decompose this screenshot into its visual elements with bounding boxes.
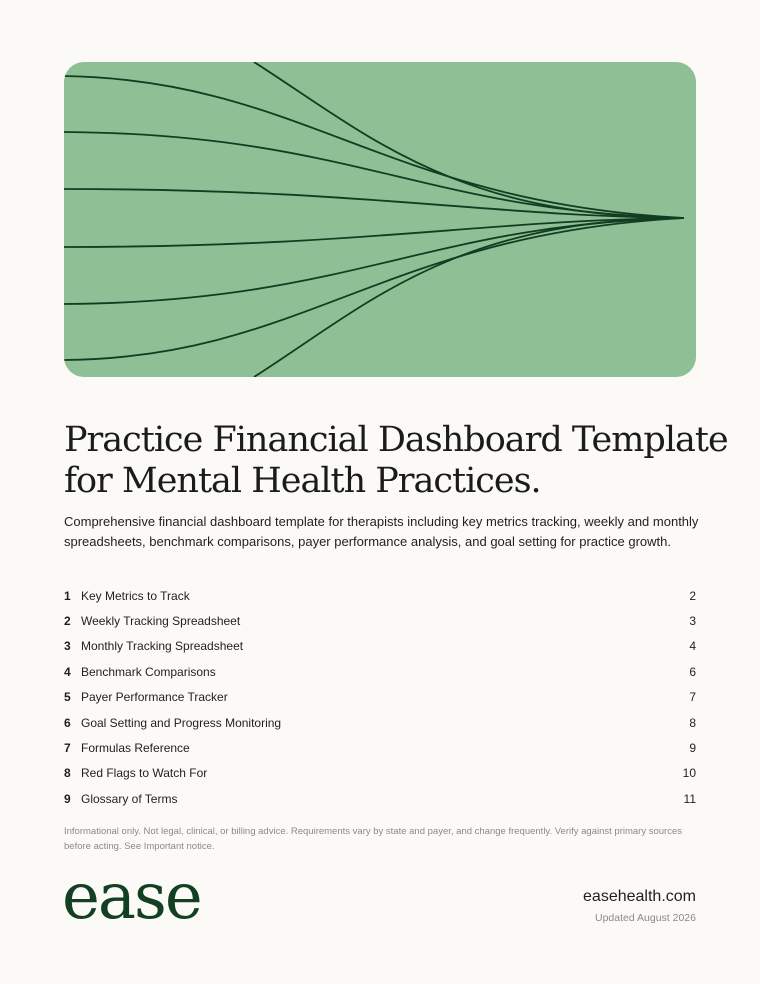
toc-label: Key Metrics to Track — [81, 588, 190, 603]
toc-label: Formulas Reference — [81, 741, 190, 756]
toc-item[interactable] — [64, 608, 696, 633]
toc-number: 9 — [64, 791, 71, 806]
converging-lines — [64, 62, 684, 377]
toc-page: 7 — [689, 690, 696, 705]
toc-item[interactable] — [64, 761, 696, 786]
title-line-2: for Mental Health Practices. — [64, 461, 541, 501]
ease-logo: ease — [62, 860, 201, 934]
website-link[interactable]: easehealth.com — [583, 888, 696, 905]
curve-line — [64, 218, 684, 247]
toc-number: 4 — [64, 664, 71, 679]
curve-line — [64, 218, 684, 360]
toc-item[interactable] — [64, 710, 696, 735]
hero-illustration — [64, 62, 696, 377]
toc-label: Benchmark Comparisons — [81, 664, 216, 679]
curve-line — [64, 189, 684, 218]
disclaimer-text: Informational only. Not legal, clinical, or billing advice. Requirements vary by state and payer, and change frequently. Verify against primary sources before acting. See Important notice. — [64, 826, 682, 852]
curve-line — [64, 218, 684, 304]
toc-page: 2 — [689, 588, 696, 603]
toc-label: Weekly Tracking Spreadsheet — [81, 614, 241, 629]
page-title — [64, 420, 728, 502]
toc-label: Red Flags to Watch For — [81, 766, 208, 781]
toc-label: Payer Performance Tracker — [81, 690, 228, 705]
toc-page: 11 — [683, 791, 696, 806]
toc-number: 5 — [64, 690, 71, 705]
toc-number: 8 — [64, 766, 71, 781]
toc-number: 2 — [64, 614, 71, 629]
toc-page: 6 — [689, 664, 696, 679]
curve-line — [254, 62, 684, 218]
curve-line — [64, 132, 684, 218]
curve-line — [254, 218, 684, 377]
toc-label: Glossary of Terms — [81, 791, 178, 806]
table-of-contents — [64, 583, 696, 812]
updated-date: Updated August 2026 — [594, 912, 696, 924]
toc-page: 9 — [689, 741, 696, 756]
toc-item[interactable] — [64, 583, 696, 608]
toc-number: 3 — [64, 639, 71, 654]
toc-number: 1 — [64, 588, 71, 603]
toc-page: 8 — [689, 715, 696, 730]
toc-label: Monthly Tracking Spreadsheet — [81, 639, 244, 654]
toc-item[interactable] — [64, 634, 696, 659]
document-description: Comprehensive financial dashboard template for therapists including key metrics tracking, weekly and monthly spreadsheets, benchmark comparisons, payer performance analysis, and goal setting for practice growth. — [64, 514, 699, 549]
toc-label: Goal Setting and Progress Monitoring — [81, 715, 282, 730]
converging-lines-graphic — [64, 62, 696, 377]
toc-page: 4 — [689, 639, 696, 654]
toc-page: 10 — [682, 766, 696, 781]
toc-number: 6 — [64, 715, 71, 730]
toc-item[interactable] — [64, 685, 696, 710]
toc-item[interactable] — [64, 659, 696, 684]
toc-item[interactable] — [64, 786, 696, 811]
title-line-1: Practice Financial Dashboard Template — [64, 420, 728, 460]
curve-line — [64, 76, 684, 218]
toc-number: 7 — [64, 741, 71, 756]
toc-page: 3 — [689, 614, 696, 629]
toc-item[interactable] — [64, 735, 696, 760]
